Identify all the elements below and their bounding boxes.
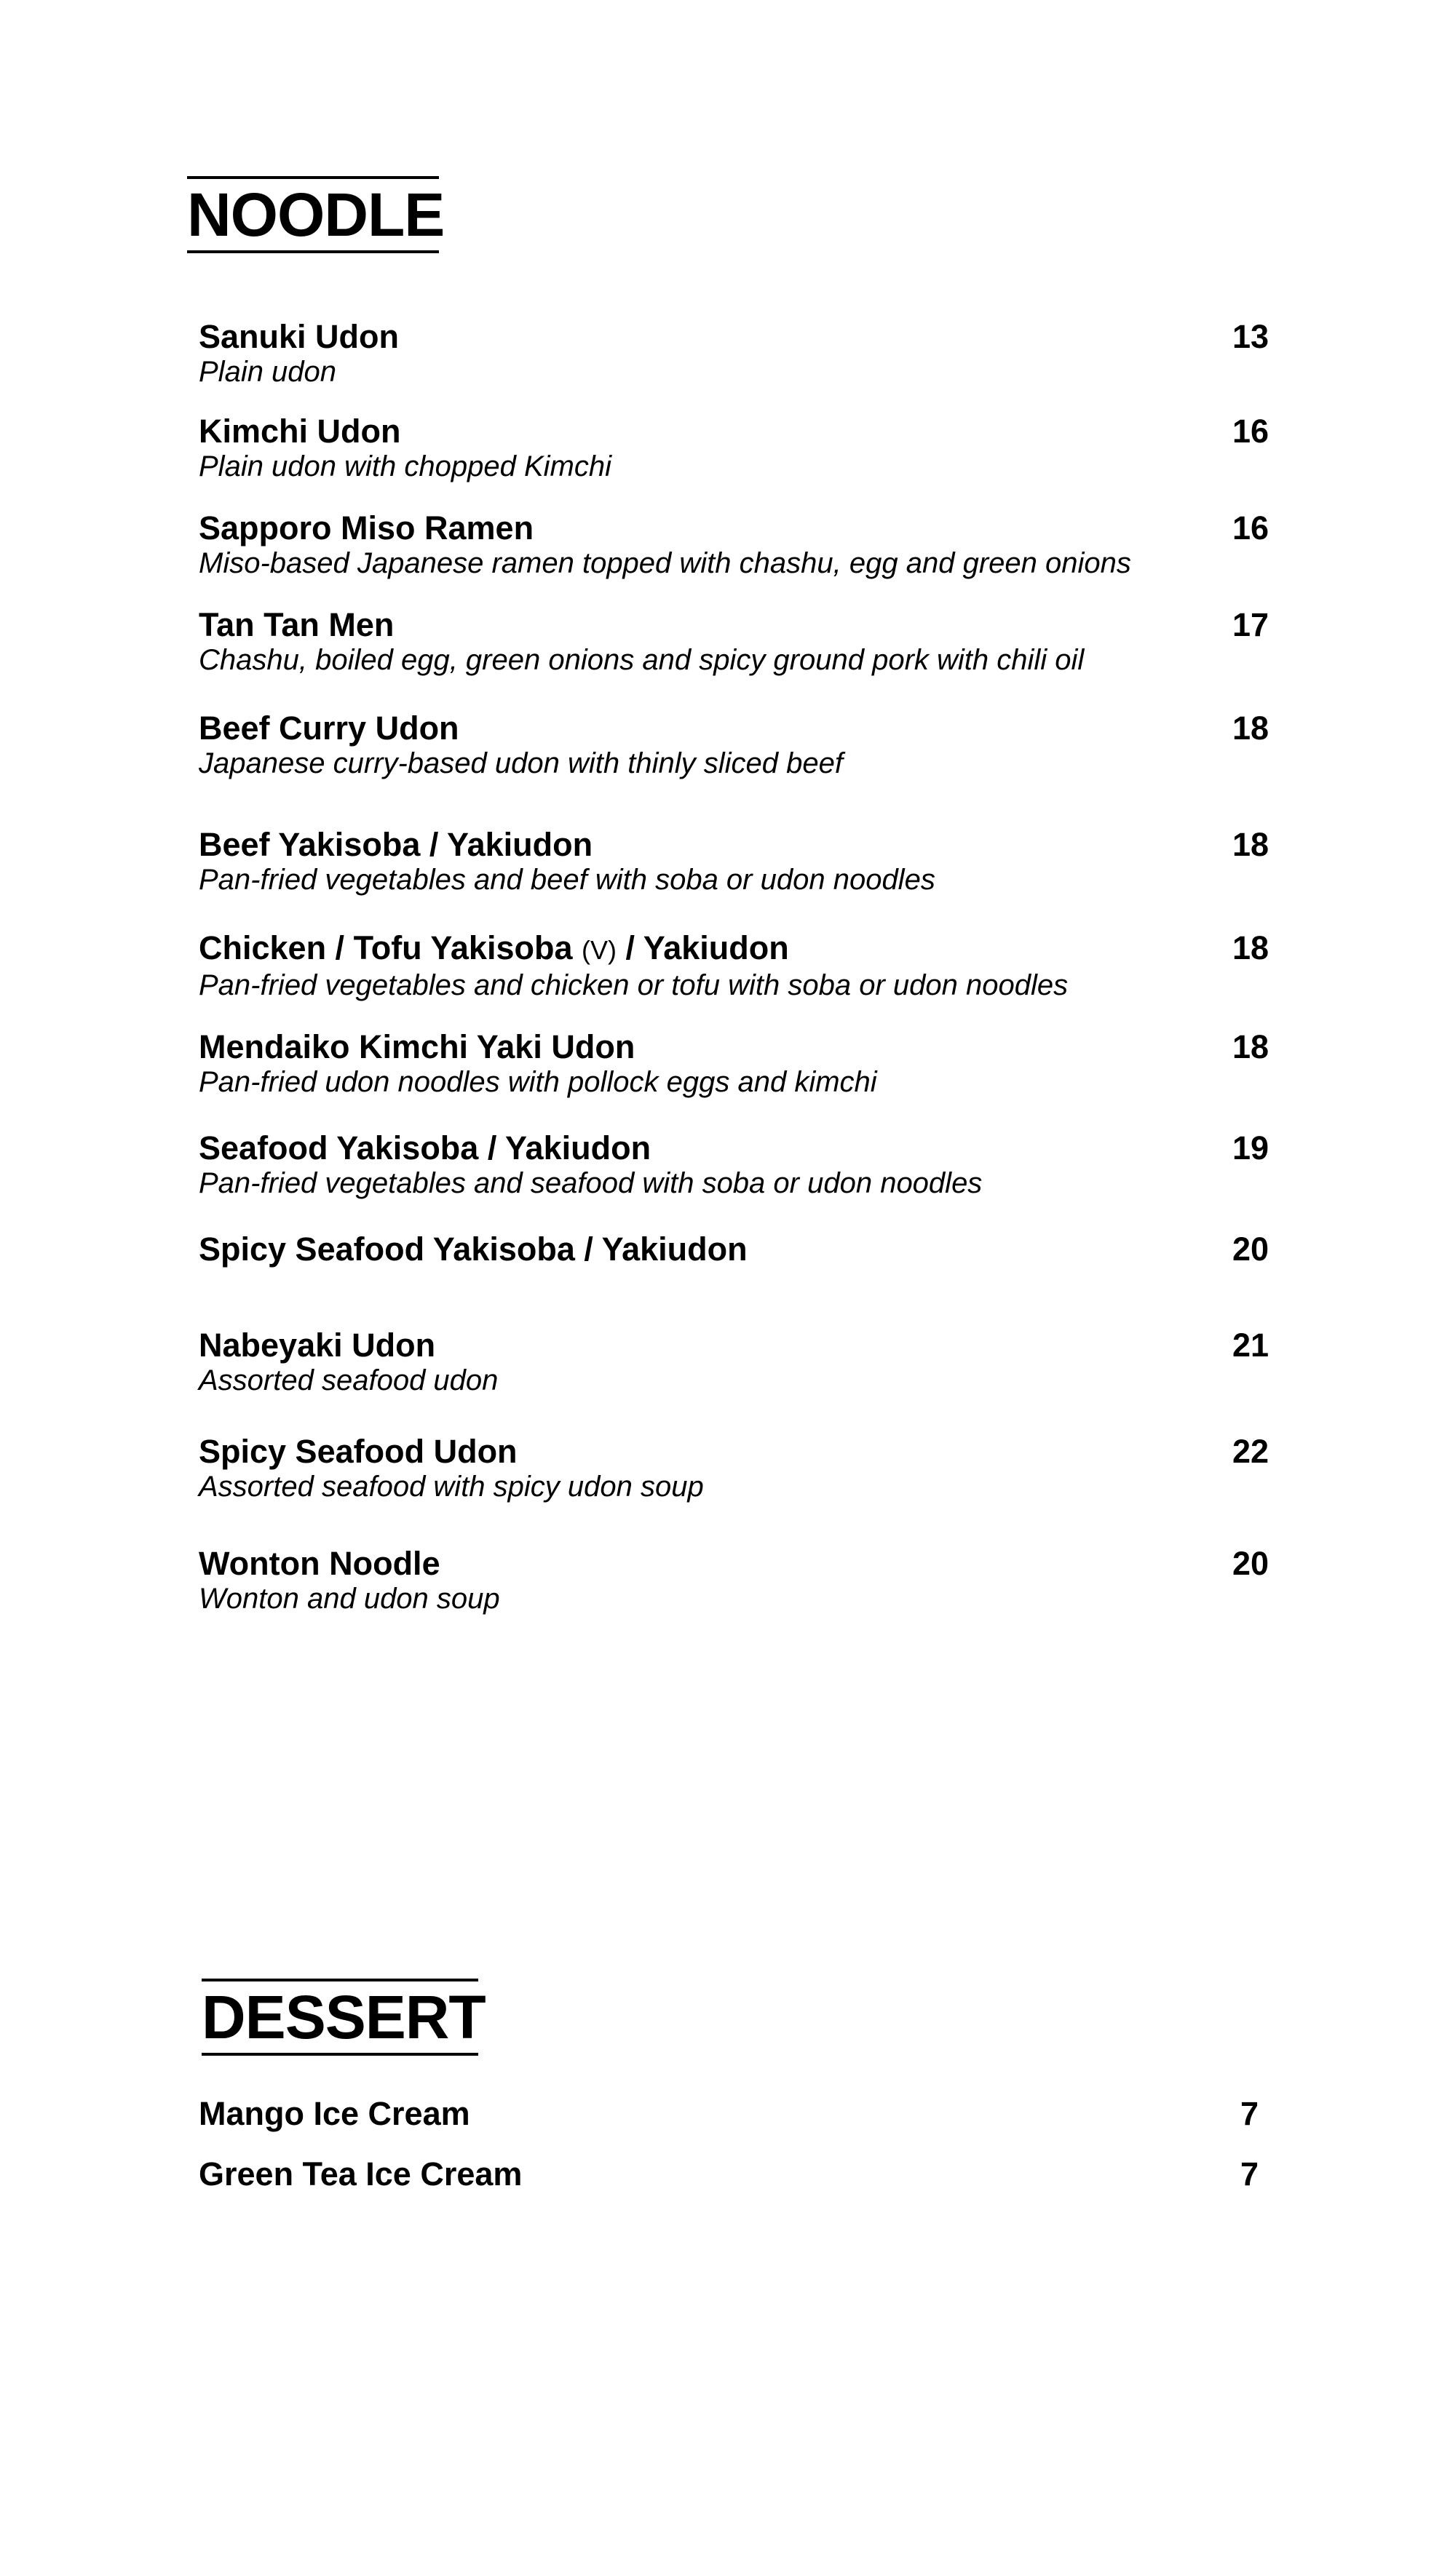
- item-name: Mendaiko Kimchi Yaki Udon: [199, 1028, 635, 1065]
- item-price: 7: [1240, 2155, 1259, 2193]
- dessert-section-title: DESSERT: [202, 1979, 478, 2056]
- menu-item-seafood-yakisoba: [199, 1130, 1269, 1200]
- item-description: Wonton and udon soup: [199, 1583, 500, 1615]
- item-price: 18: [1232, 826, 1269, 863]
- item-price: 17: [1232, 606, 1269, 643]
- item-price: 19: [1232, 1129, 1269, 1166]
- item-description: Assorted seafood with spicy udon soup: [199, 1471, 704, 1503]
- item-description: Plain udon: [199, 356, 337, 388]
- menu-item-beef-curry-udon: [199, 710, 1269, 780]
- item-description: Assorted seafood udon: [199, 1364, 499, 1396]
- item-price: 7: [1240, 2095, 1259, 2132]
- menu-item-mendaiko-kimchi-yaki-udon: [199, 1029, 1269, 1099]
- item-description: Pan-fried vegetables and seafood with soba or udon noodles: [199, 1167, 983, 1199]
- item-price: 18: [1232, 929, 1269, 966]
- item-price: 16: [1232, 413, 1269, 450]
- item-description: Pan-fried vegetables and chicken or tofu with soba or udon noodles: [199, 969, 1069, 1001]
- item-price: 22: [1232, 1433, 1269, 1470]
- item-name: Green Tea Ice Cream: [199, 2155, 523, 2193]
- item-name: Tan Tan Men: [199, 606, 395, 643]
- menu-item-wonton-noodle: [199, 1546, 1269, 1615]
- menu-item-tan-tan-men: [199, 607, 1269, 677]
- item-name: Sapporo Miso Ramen: [199, 509, 534, 546]
- item-name: Spicy Seafood Udon: [199, 1433, 518, 1470]
- item-price: 20: [1232, 1545, 1269, 1582]
- item-description: Pan-fried udon noodles with pollock eggs and kimchi: [199, 1066, 877, 1098]
- menu-item-mango-ice-cream: [199, 2096, 1269, 2132]
- menu-item-chicken-tofu-yakisoba: [199, 930, 1269, 1002]
- item-name: [199, 930, 1269, 969]
- item-description: Japanese curry-based udon with thinly sliced beef: [199, 747, 843, 779]
- item-name: Kimchi Udon: [199, 413, 401, 450]
- item-price: 18: [1232, 709, 1269, 747]
- item-description: Chashu, boiled egg, green onions and spicy ground pork with chili oil: [199, 644, 1085, 676]
- item-description: Miso-based Japanese ramen topped with chashu, egg and green onions: [199, 547, 1131, 579]
- menu-item-spicy-seafood-yakisoba: [199, 1231, 1269, 1268]
- menu-item-green-tea-ice-cream: [199, 2156, 1269, 2193]
- menu-item-nabeyaki-udon: [199, 1327, 1269, 1397]
- item-name: Wonton Noodle: [199, 1545, 440, 1582]
- item-description: Plain udon with chopped Kimchi: [199, 450, 612, 482]
- item-description: Pan-fried vegetables and beef with soba or udon noodles: [199, 864, 935, 896]
- menu-item-sanuki-udon: [199, 319, 1269, 389]
- item-name: Mango Ice Cream: [199, 2095, 470, 2132]
- menu-item-spicy-seafood-udon: [199, 1434, 1269, 1503]
- item-name: Beef Curry Udon: [199, 709, 459, 747]
- vegetarian-tag: (V): [582, 935, 617, 965]
- menu-item-beef-yakisoba: [199, 827, 1269, 897]
- item-price: 20: [1232, 1231, 1269, 1268]
- item-price: 16: [1232, 509, 1269, 546]
- item-name: Nabeyaki Udon: [199, 1327, 436, 1364]
- item-name-part2: / Yakiudon: [625, 929, 789, 966]
- item-name-part1: Chicken / Tofu Yakisoba: [199, 929, 573, 966]
- menu-item-sapporo-miso-ramen: [199, 510, 1269, 580]
- item-name: Spicy Seafood Yakisoba / Yakiudon: [199, 1231, 748, 1268]
- item-name: Seafood Yakisoba / Yakiudon: [199, 1129, 651, 1166]
- item-name: Beef Yakisoba / Yakiudon: [199, 826, 593, 863]
- item-price: 18: [1232, 1028, 1269, 1065]
- noodle-section-title: NOODLE: [187, 176, 439, 253]
- item-name: Sanuki Udon: [199, 318, 400, 355]
- item-price: 13: [1232, 318, 1269, 355]
- item-price: 21: [1232, 1327, 1269, 1364]
- menu-item-kimchi-udon: [199, 413, 1269, 483]
